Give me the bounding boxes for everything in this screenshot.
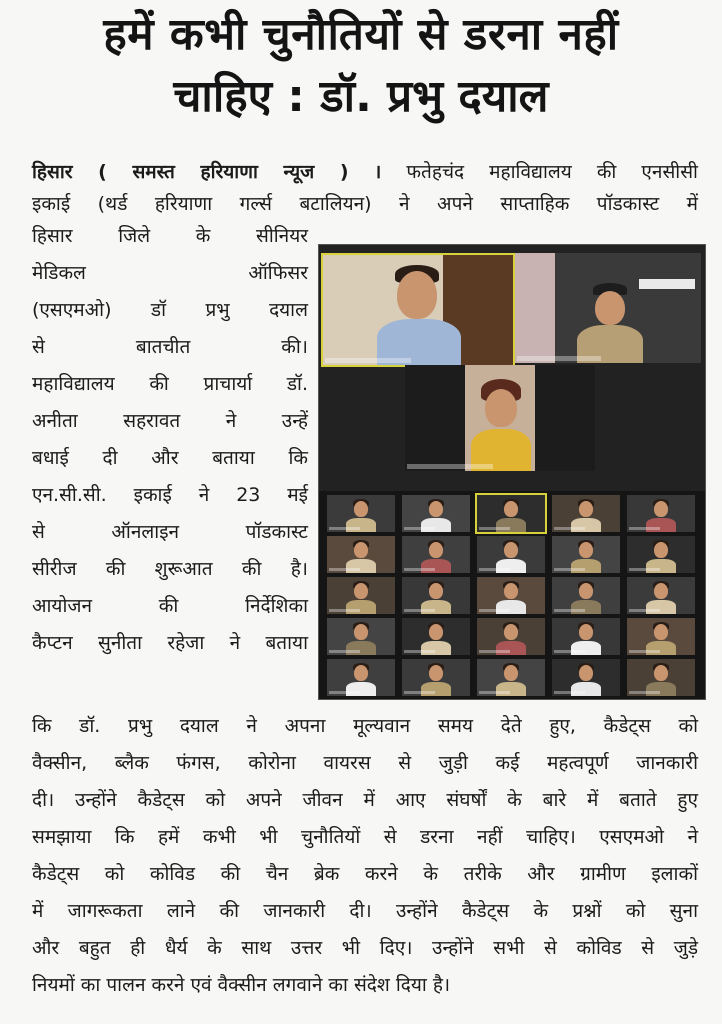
participant-tile — [627, 495, 695, 532]
face — [504, 583, 518, 599]
article-line: दी। उन्होंने कैडेट्स को अपने जीवन में आए संघर्षों के बारे में बताते हुए — [32, 789, 698, 811]
article-line — [32, 158, 698, 186]
article-line: (एसएमओ) डॉ प्रभु दयाल — [32, 299, 308, 321]
article-line: नियमों का पालन करने एवं वैक्सीन लगवाने का संदेश दिया है। — [32, 974, 451, 996]
participant-tile — [627, 577, 695, 614]
face — [504, 542, 518, 558]
participant-tile — [627, 659, 695, 696]
name-label — [479, 691, 510, 694]
name-label — [404, 568, 435, 571]
article-line: एन.सी.सी. इकाई ने 23 मई — [32, 484, 308, 506]
face — [397, 271, 437, 319]
background-curtain — [515, 253, 555, 363]
article-line: आयोजन की निर्देशिका — [32, 595, 308, 617]
face — [579, 583, 593, 599]
face — [654, 665, 668, 681]
face — [504, 501, 518, 517]
face — [429, 501, 443, 517]
participant-tile — [477, 659, 545, 696]
article-line: कि डॉ. प्रभु दयाल ने अपना मूल्यवान समय देते हुए, कैडेट्स को — [32, 715, 698, 737]
face — [354, 583, 368, 599]
participant-tile — [327, 495, 395, 532]
name-label — [404, 691, 435, 694]
participant-tile — [402, 536, 470, 573]
article-line: इकाई (थर्ड हरियाणा गर्ल्स बटालियन) ने अपने साप्ताहिक पॉडकास्ट में — [32, 193, 698, 215]
name-label — [404, 609, 435, 612]
name-label — [479, 527, 510, 530]
participant-tile — [402, 495, 470, 532]
participant-tile — [552, 659, 620, 696]
participant-tile — [552, 577, 620, 614]
article-line: अनीता सहरावत ने उन्हें — [32, 410, 308, 432]
name-label — [554, 609, 585, 612]
article-line: महाविद्यालय की प्राचार्या डॉ. — [32, 373, 308, 395]
face — [354, 665, 368, 681]
participant-tile — [402, 577, 470, 614]
participant-tile — [627, 536, 695, 573]
video-call-photo — [318, 244, 706, 700]
participant-tile — [327, 659, 395, 696]
participant-tile — [327, 577, 395, 614]
dateline: हिसार ( समस्त हरियाणा न्यूज ) । — [32, 161, 382, 183]
name-label — [329, 650, 360, 653]
headline — [0, 6, 722, 126]
face — [654, 583, 668, 599]
face — [504, 665, 518, 681]
participant-tile — [552, 618, 620, 655]
article-line: में जागरूकता लाने की जानकारी दी। उन्होंने कैडेट्स के प्रश्नों को सुना — [32, 900, 698, 922]
participant-tile — [552, 536, 620, 573]
face — [429, 665, 443, 681]
face — [595, 291, 625, 325]
face — [654, 624, 668, 640]
participant-tile — [402, 618, 470, 655]
name-label — [554, 568, 585, 571]
article-line: कैडेट्स को कोविड की चैन ब्रेक करने के तरीके और ग्रामीण इलाकों — [32, 863, 698, 885]
article-line: और बहुत ही धैर्य के साथ उत्तर भी दिए। उन्होंने सभी से कोविड से जुड़े — [32, 937, 698, 959]
article-line: सीरीज की शुरूआत की है। — [32, 558, 308, 580]
name-label — [329, 691, 360, 694]
name-label — [404, 650, 435, 653]
article-line: हिसार जिले के सीनियर — [32, 225, 308, 247]
participant-tile — [402, 659, 470, 696]
face — [504, 624, 518, 640]
name-label — [407, 464, 493, 469]
speaker-tile — [321, 253, 515, 367]
face — [579, 542, 593, 558]
name-label — [554, 650, 585, 653]
name-label — [629, 650, 660, 653]
article-line: मेडिकल ऑफिसर — [32, 262, 308, 284]
participant-grid — [319, 491, 705, 699]
participant-tile — [552, 495, 620, 532]
face — [429, 624, 443, 640]
name-label — [329, 527, 360, 530]
article-line: कैप्टन सुनीता रहेजा ने बताया — [32, 632, 308, 654]
participant-tile — [477, 495, 545, 532]
name-label — [629, 691, 660, 694]
face — [579, 624, 593, 640]
name-label — [629, 568, 660, 571]
name-label — [325, 358, 411, 363]
participant-tile — [477, 577, 545, 614]
name-label — [554, 527, 585, 530]
article-text: फतेहचंद महाविद्यालय की एनसीसी — [406, 161, 698, 183]
name-label — [329, 568, 360, 571]
officer-tile — [515, 253, 701, 363]
headline-line-1: हमें कभी चुनौतियों से डरना नहीं — [103, 9, 619, 60]
face — [354, 542, 368, 558]
host-tile — [405, 365, 595, 471]
face — [429, 583, 443, 599]
face — [654, 501, 668, 517]
article-line: से बातचीत की। — [32, 336, 308, 358]
face — [485, 389, 517, 427]
name-label — [404, 527, 435, 530]
face — [654, 542, 668, 558]
face — [354, 501, 368, 517]
name-label — [479, 609, 510, 612]
article-line: से ऑनलाइन पॉडकास्ट — [32, 521, 308, 543]
headline-line-2: चाहिए : डॉ. प्रभु दयाल — [173, 71, 549, 122]
name-label — [629, 527, 660, 530]
name-label — [479, 568, 510, 571]
participant-tile — [477, 536, 545, 573]
face — [429, 542, 443, 558]
article-line: वैक्सीन, ब्लैक फंगस, कोरोना वायरस से जुड़ी कई महत्वपूर्ण जानकारी — [32, 752, 698, 774]
face — [579, 501, 593, 517]
face — [579, 665, 593, 681]
name-label — [554, 691, 585, 694]
name-label — [329, 609, 360, 612]
banner — [639, 279, 695, 289]
face — [354, 624, 368, 640]
article-line: समझाया कि हमें कभी भी चुनौतियों से डरना नहीं चाहिए। एसएमओ ने — [32, 826, 698, 848]
name-label — [629, 609, 660, 612]
name-label — [517, 356, 601, 361]
participant-tile — [477, 618, 545, 655]
name-label — [479, 650, 510, 653]
participant-tile — [327, 536, 395, 573]
participant-tile — [627, 618, 695, 655]
article-line: बधाई दी और बताया कि — [32, 447, 308, 469]
participant-tile — [327, 618, 395, 655]
